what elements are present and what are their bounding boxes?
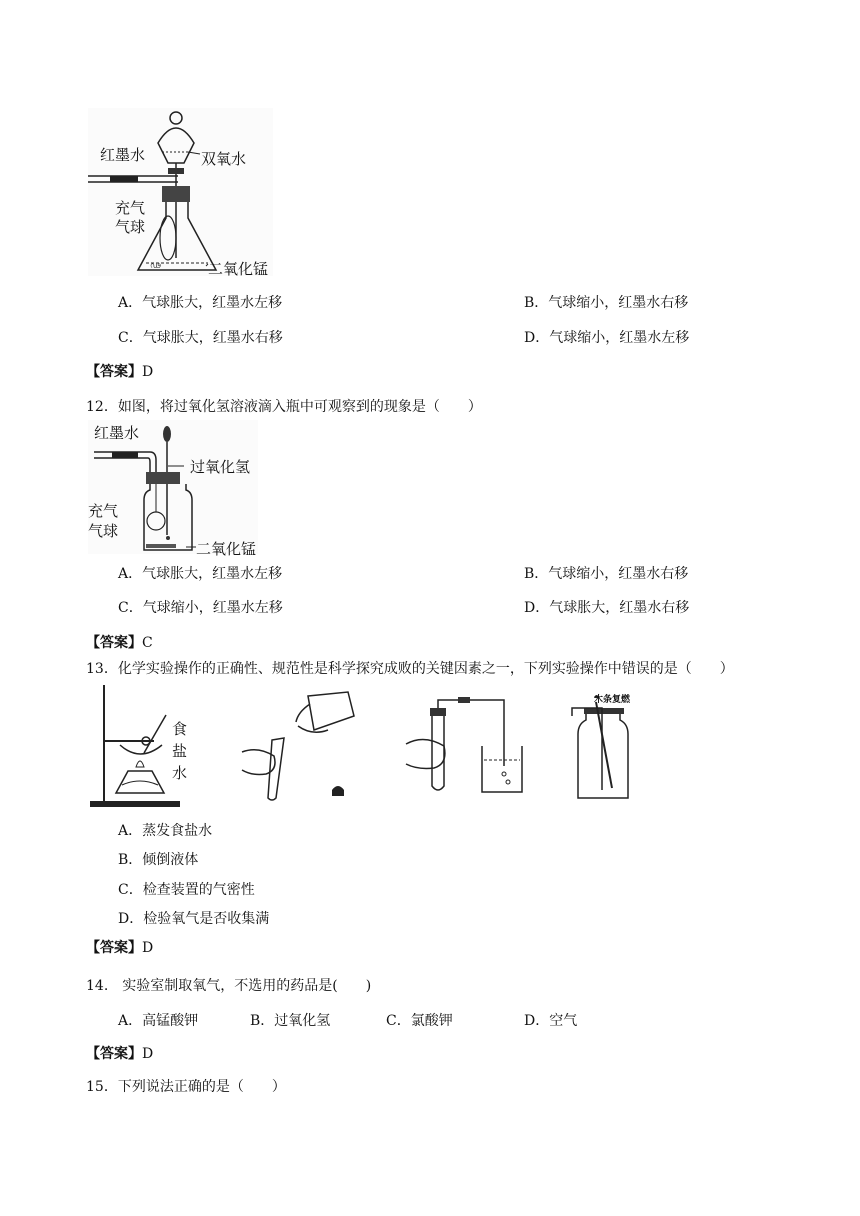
q14-answer	[86, 1043, 153, 1063]
q14-option-a: A．高锰酸钾	[118, 1013, 199, 1029]
answer-value: D	[142, 1046, 154, 1062]
q12-option-c: C．气球缩小，红墨水左移	[118, 600, 283, 616]
label-balloon-line2: 气球	[88, 522, 119, 540]
airtightness-check-drawing	[404, 694, 524, 804]
q14-option-c: C．氯酸钾	[386, 1013, 453, 1029]
pouring-liquid-drawing	[238, 690, 358, 805]
label-salt-water-1: 食	[172, 720, 188, 738]
q13-option-d: D．检验氧气是否收集满	[118, 911, 270, 927]
q13-option-c: C．检查装置的气密性	[118, 882, 255, 898]
q13-option-b: B．倾倒液体	[118, 852, 199, 868]
answer-value: C	[142, 635, 153, 651]
q11-option-b: B．气球缩小，红墨水右移	[524, 295, 689, 311]
q11-option-c: C．气球胀大，红墨水右移	[118, 330, 283, 346]
q14-option-d: D．空气	[524, 1013, 578, 1029]
label-balloon-line1: 充气	[88, 502, 119, 520]
q11-option-d: D．气球缩小，红墨水左移	[524, 330, 690, 346]
q12-answer	[86, 632, 153, 652]
answer-label: 【答案】	[86, 940, 142, 956]
label-hydrogen-peroxide: 过氧化氢	[190, 458, 251, 476]
oxygen-full-check-drawing	[566, 690, 656, 805]
q12-option-a: A．气球胀大，红墨水左移	[118, 566, 283, 582]
label-splint-relights: 木条复燃	[594, 695, 631, 705]
answer-label: 【答案】	[86, 1046, 142, 1062]
q11-option-a: A．气球胀大，红墨水左移	[118, 295, 283, 311]
q14-option-b: B．过氧化氢	[250, 1013, 331, 1029]
q11-answer	[86, 361, 153, 381]
label-hydrogen-peroxide: 双氧水	[201, 150, 247, 168]
answer-label: 【答案】	[86, 635, 142, 651]
answer-value: D	[142, 940, 154, 956]
q12-stem: 12．如图，将过氧化氢溶液滴入瓶中可观察到的现象是（ ）	[86, 399, 482, 415]
label-balloon-line2: 气球	[115, 218, 146, 236]
flask-apparatus-drawing	[88, 108, 358, 278]
label-manganese-dioxide: 二氧化锰	[196, 540, 257, 558]
answer-label: 【答案】	[86, 364, 142, 380]
q12-option-d: D．气球胀大，红墨水右移	[524, 600, 690, 616]
q13-answer	[86, 937, 153, 957]
answer-value: D	[142, 364, 154, 380]
label-salt-water-3: 水	[172, 764, 188, 782]
label-red-ink: 红墨水	[100, 146, 146, 164]
q15-stem: 15．下列说法正确的是（ ）	[86, 1079, 286, 1095]
label-red-ink: 红墨水	[94, 424, 140, 442]
q14-stem: 14. 实验室制取氧气，不选用的药品是( )	[86, 978, 372, 994]
label-salt-water-2: 盐	[172, 742, 188, 760]
q13-option-a: A．蒸发食盐水	[118, 823, 213, 839]
q12-option-b: B．气球缩小，红墨水右移	[524, 566, 689, 582]
label-balloon-line1: 充气	[115, 199, 146, 217]
label-manganese-dioxide: 二氧化锰	[208, 260, 269, 278]
q13-stem: 13．化学实验操作的正确性、规范性是科学探究成败的关键因素之一，下列实验操作中错误的是（ ）	[86, 661, 734, 677]
svg-text:ഢ: ഢ	[150, 261, 161, 270]
